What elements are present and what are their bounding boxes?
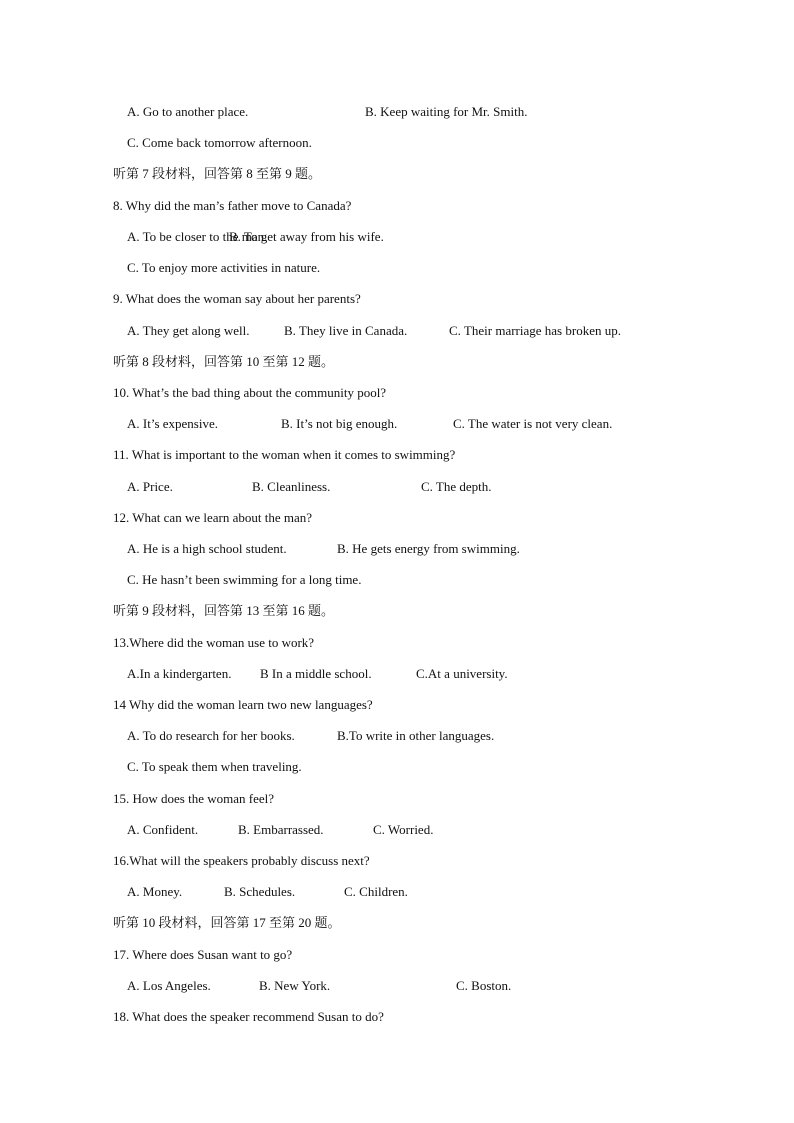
answer-option: C. To enjoy more activities in nature. (127, 260, 321, 275)
answer-option: B. They live in Canada. (284, 323, 408, 338)
answer-option: C. To speak them when traveling. (127, 759, 302, 774)
answer-option: A. Los Angeles. (127, 978, 211, 993)
answer-option: A. He is a high school student. (127, 541, 287, 556)
section-instruction: 听第 10 段材料，回答第 17 至第 20 题。 (113, 915, 341, 930)
answer-option: A. Confident. (127, 822, 199, 837)
answer-option: B. Schedules. (224, 884, 296, 899)
answer-option: C. Children. (344, 884, 408, 899)
answer-option: C. Their marriage has broken up. (449, 323, 621, 338)
answer-option: B. To get away from his wife. (229, 229, 384, 244)
answer-option: B.To write in other languages. (337, 728, 495, 743)
question-text: 9. What does the woman say about her parents? (113, 291, 361, 306)
answer-option: A. Price. (127, 479, 173, 494)
question-text: 14 Why did the woman learn two new languages? (113, 697, 373, 712)
answer-option: C. The depth. (421, 479, 492, 494)
answer-option: A.In a kindergarten. (127, 666, 232, 681)
section-instruction: 听第 9 段材料，回答第 13 至第 16 题。 (113, 603, 335, 618)
section-instruction: 听第 7 段材料，回答第 8 至第 9 题。 (113, 166, 322, 181)
answer-option: B. Keep waiting for Mr. Smith. (365, 104, 528, 119)
question-text: 18. What does the speaker recommend Susan to do? (113, 1009, 384, 1024)
answer-option: B. Embarrassed. (238, 822, 324, 837)
answer-option: A. They get along well. (127, 323, 250, 338)
question-text: 15. How does the woman feel? (113, 791, 275, 806)
answer-option: A. To be closer to the man. (127, 229, 268, 244)
answer-option: C. He hasn’t been swimming for a long time. (127, 572, 362, 587)
question-text: 13.Where did the woman use to work? (113, 635, 315, 650)
question-text: 16.What will the speakers probably discuss next? (113, 853, 370, 868)
answer-option: B. New York. (259, 978, 331, 993)
answer-option: C. Boston. (456, 978, 512, 993)
answer-option: A. To do research for her books. (127, 728, 295, 743)
section-instruction: 听第 8 段材料，回答第 10 至第 12 题。 (113, 354, 335, 369)
answer-option: A. Go to another place. (127, 104, 249, 119)
answer-option: A. Money. (127, 884, 183, 899)
answer-option: B. Cleanliness. (252, 479, 331, 494)
answer-option: C. The water is not very clean. (453, 416, 613, 431)
answer-option: C.At a university. (416, 666, 508, 681)
answer-option: A. It’s expensive. (127, 416, 218, 431)
answer-option: C. Worried. (373, 822, 434, 837)
answer-option: B In a middle school. (260, 666, 372, 681)
answer-option: C. Come back tomorrow afternoon. (127, 135, 312, 150)
question-text: 12. What can we learn about the man? (113, 510, 313, 525)
question-text: 8. Why did the man’s father move to Canada? (113, 198, 352, 213)
answer-option: B. He gets energy from swimming. (337, 541, 520, 556)
question-text: 10. What’s the bad thing about the community pool? (113, 385, 387, 400)
question-text: 11. What is important to the woman when it comes to swimming? (113, 447, 456, 462)
answer-option: B. It’s not big enough. (281, 416, 398, 431)
question-text: 17. Where does Susan want to go? (113, 947, 293, 962)
